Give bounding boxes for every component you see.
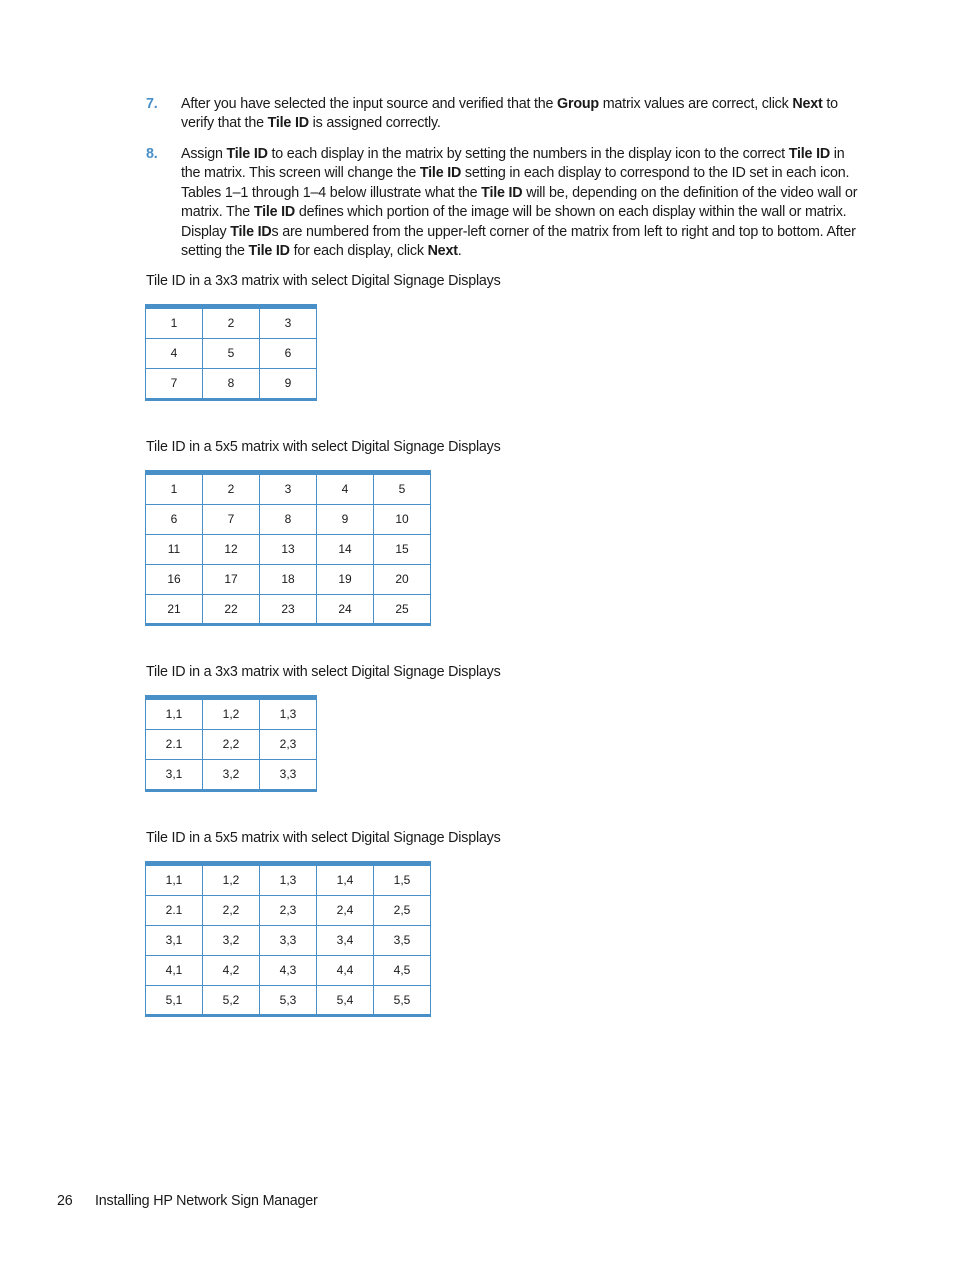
tile-id-cell: 23 <box>260 594 317 625</box>
tile-id-cell: 2,2 <box>203 895 260 925</box>
tile-id-table <box>145 861 431 1017</box>
tile-id-cell: 3,2 <box>203 925 260 955</box>
tile-id-cell: 25 <box>374 594 431 625</box>
table-caption: Tile ID in a 3x3 matrix with select Digital Signage Displays <box>146 273 501 289</box>
step-number: 7. <box>146 96 158 112</box>
tile-id-cell: 2.1 <box>146 729 203 759</box>
tile-id-cell: 16 <box>146 564 203 594</box>
tile-id-cell: 4,2 <box>203 955 260 985</box>
tile-id-cell: 9 <box>317 504 374 534</box>
bold-term: Tile ID <box>226 146 268 162</box>
tile-id-cell: 6 <box>260 338 317 368</box>
tile-id-cell: 1 <box>146 307 203 339</box>
tile-id-cell: 4,1 <box>146 955 203 985</box>
tile-id-cell: 12 <box>203 534 260 564</box>
tile-id-cell: 21 <box>146 594 203 625</box>
tile-id-cell: 1,2 <box>203 864 260 896</box>
tile-id-cell: 4,3 <box>260 955 317 985</box>
tile-id-cell: 18 <box>260 564 317 594</box>
bold-term: Tile ID <box>481 184 523 201</box>
table-caption: Tile ID in a 3x3 matrix with select Digital Signage Displays <box>146 664 501 680</box>
tile-id-cell: 3,2 <box>203 759 260 790</box>
tile-id-cell: 5,5 <box>374 985 431 1016</box>
tile-id-cell: 2,2 <box>203 729 260 759</box>
page-footer <box>57 1192 318 1211</box>
tile-id-cell: 4,5 <box>374 955 431 985</box>
table-row <box>146 473 431 505</box>
tile-id-cell: 5,3 <box>260 985 317 1016</box>
tile-id-cell: 22 <box>203 594 260 625</box>
footer-section-title: Installing HP Network Sign Manager <box>95 1193 318 1209</box>
text-run: will be, depending on the definition of the video wall or matrix. The <box>181 184 858 221</box>
tile-id-cell: 11 <box>146 534 203 564</box>
bold-term: Tile ID <box>230 223 272 240</box>
tile-id-cell: 8 <box>203 368 260 399</box>
text-run: in the matrix. This screen will change the <box>181 146 845 182</box>
page-number: 26 <box>57 1193 73 1209</box>
table-row <box>146 925 431 955</box>
tile-id-cell: 19 <box>317 564 374 594</box>
tile-id-cell: 3,5 <box>374 925 431 955</box>
tile-id-cell: 1,4 <box>317 864 374 896</box>
table-caption: Tile ID in a 5x5 matrix with select Digital Signage Displays <box>146 830 501 846</box>
table-row <box>146 864 431 896</box>
tile-id-cell: 3 <box>260 473 317 505</box>
tile-id-cell: 2,3 <box>260 895 317 925</box>
tile-id-cell: 1,1 <box>146 864 203 896</box>
tile-id-cell: 3,1 <box>146 925 203 955</box>
text-run: to each display in the matrix by setting the numbers in the display icon to the correct <box>267 146 789 162</box>
step-number: 8. <box>146 146 158 162</box>
tile-id-cell: 2.1 <box>146 895 203 925</box>
text-run: to verify that the <box>181 96 838 132</box>
table-row <box>146 895 431 925</box>
tile-id-cell: 2 <box>203 307 260 339</box>
tile-id-cell: 7 <box>203 504 260 534</box>
tile-id-cell: 4 <box>317 473 374 505</box>
tile-id-cell: 8 <box>260 504 317 534</box>
text-run: is assigned correctly. <box>308 115 441 132</box>
text-run: setting in each display to correspond to the ID set in each icon. Tables 1–1 through 1–4 below illustrate what the <box>181 165 850 201</box>
text-run: Assign <box>181 146 227 162</box>
tile-id-cell: 3,3 <box>260 759 317 790</box>
bold-term: Tile ID <box>248 243 290 260</box>
table-row <box>146 594 431 625</box>
bold-term: Next <box>427 243 458 260</box>
tile-id-cell: 10 <box>374 504 431 534</box>
tile-id-cell: 5,4 <box>317 985 374 1016</box>
step-8 <box>146 145 866 261</box>
text-run: for each display, click <box>289 243 428 260</box>
bold-term: Group <box>557 96 599 112</box>
tile-id-table <box>145 304 317 401</box>
text-run: . <box>457 243 462 260</box>
tile-id-cell: 14 <box>317 534 374 564</box>
tile-id-cell: 2,4 <box>317 895 374 925</box>
step-text <box>181 145 866 261</box>
bold-term: Tile ID <box>253 204 296 221</box>
tile-id-cell: 1,5 <box>374 864 431 896</box>
tile-id-cell: 5 <box>374 473 431 505</box>
tile-id-cell: 2,3 <box>260 729 317 759</box>
tile-id-cell: 1,1 <box>146 698 203 730</box>
table-row <box>146 759 317 790</box>
tile-id-table <box>145 695 317 792</box>
text-run: s are numbered from the upper-left corner of the matrix from left to right and top to bottom. After setting the <box>181 223 856 260</box>
bold-term: Tile ID <box>267 115 309 132</box>
tile-id-table <box>145 470 431 626</box>
tile-id-cell: 6 <box>146 504 203 534</box>
table-row <box>146 307 317 339</box>
table-row <box>146 564 431 594</box>
tile-id-cell: 13 <box>260 534 317 564</box>
table-row <box>146 368 317 399</box>
tile-id-cell: 5,2 <box>203 985 260 1016</box>
bold-term: Tile ID <box>419 165 462 182</box>
tile-id-cell: 2,5 <box>374 895 431 925</box>
text-run: After you have selected the input source and verified that the <box>181 96 558 112</box>
tile-id-cell: 1,2 <box>203 698 260 730</box>
tile-id-cell: 1,3 <box>260 698 317 730</box>
text-run: matrix values are correct, click <box>598 96 793 112</box>
tile-id-cell: 4 <box>146 338 203 368</box>
table-row <box>146 504 431 534</box>
text-run: defines which portion of the image will be shown on each display within the wall or matrix. Display <box>181 204 847 240</box>
tile-id-cell: 9 <box>260 368 317 399</box>
table-row <box>146 729 317 759</box>
step-text <box>181 95 866 134</box>
tile-id-cell: 1 <box>146 473 203 505</box>
tile-id-cell: 3,3 <box>260 925 317 955</box>
table-caption: Tile ID in a 5x5 matrix with select Digital Signage Displays <box>146 439 501 455</box>
tile-id-cell: 5,1 <box>146 985 203 1016</box>
tile-id-cell: 24 <box>317 594 374 625</box>
bold-term: Tile ID <box>788 146 830 162</box>
table-row <box>146 534 431 564</box>
tile-id-cell: 17 <box>203 564 260 594</box>
tile-id-cell: 1,3 <box>260 864 317 896</box>
table-row <box>146 338 317 368</box>
tile-id-cell: 5 <box>203 338 260 368</box>
tile-id-cell: 2 <box>203 473 260 505</box>
tile-id-cell: 20 <box>374 564 431 594</box>
tile-id-cell: 7 <box>146 368 203 399</box>
bold-term: Next <box>792 96 823 112</box>
tile-id-cell: 15 <box>374 534 431 564</box>
table-row <box>146 985 431 1016</box>
tile-id-cell: 3,4 <box>317 925 374 955</box>
tile-id-cell: 4,4 <box>317 955 374 985</box>
step-7 <box>146 95 866 134</box>
table-row <box>146 955 431 985</box>
tile-id-cell: 3,1 <box>146 759 203 790</box>
tile-id-cell: 3 <box>260 307 317 339</box>
table-row <box>146 698 317 730</box>
